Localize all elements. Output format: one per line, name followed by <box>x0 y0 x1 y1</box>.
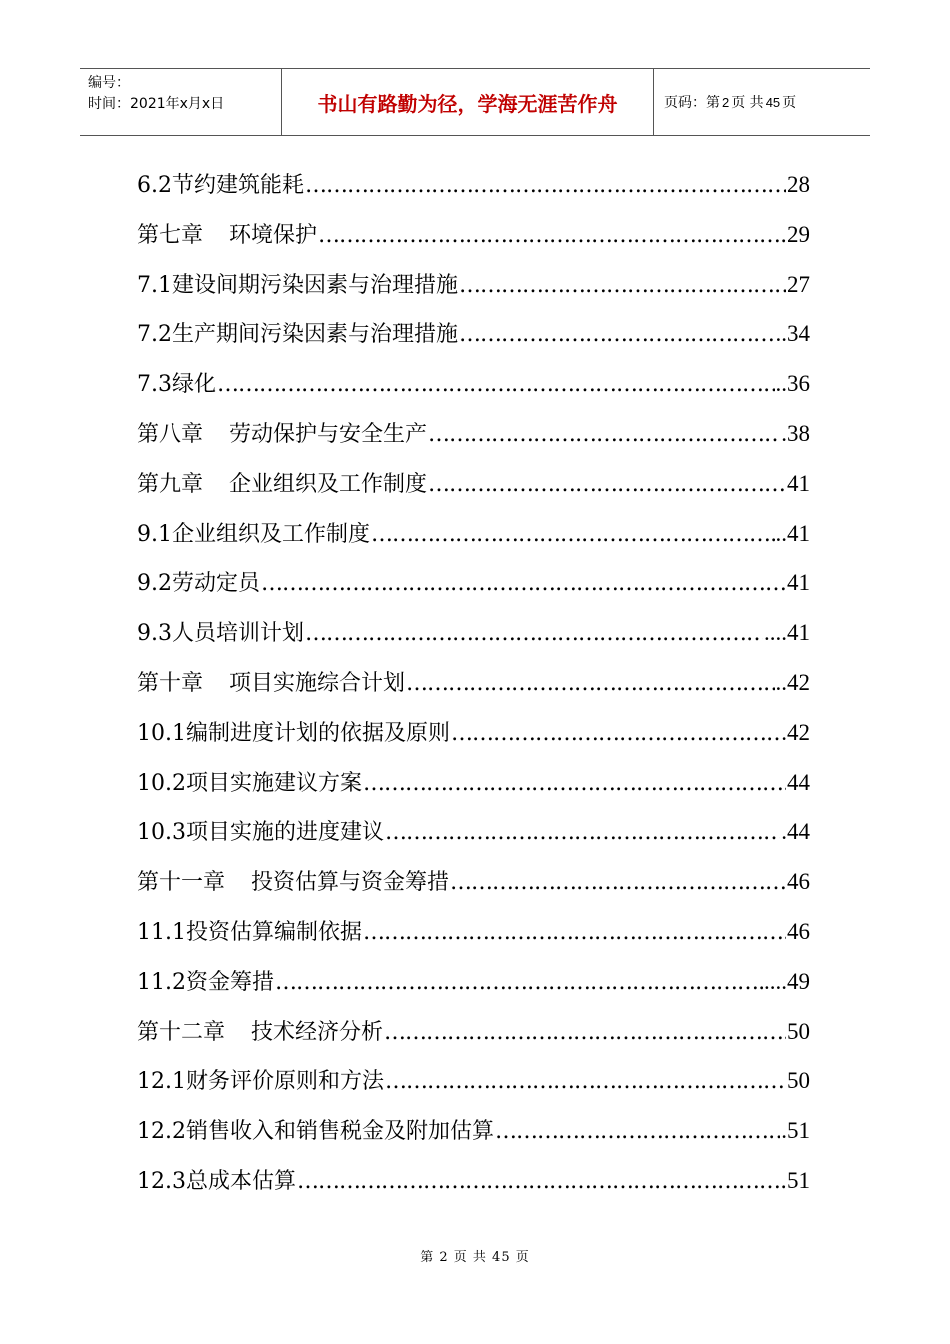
toc-entry-number: 第七章 <box>137 222 204 248</box>
toc-dot-leader <box>275 958 763 1008</box>
toc-entry-title <box>137 360 216 410</box>
toc-entry-title <box>137 908 362 958</box>
toc-dot-leader <box>459 310 774 360</box>
toc-entry-text: 生产期间污染因素与治理措施 <box>172 322 459 348</box>
toc-entry[interactable] <box>137 708 810 758</box>
toc-entry-page: 41 <box>787 470 810 496</box>
toc-entry-title <box>137 759 362 809</box>
toc-entry-text: 劳动保护与安全生产 <box>229 421 428 447</box>
toc-entry-text: 总成本估算 <box>185 1168 296 1194</box>
toc-entry-text: 环境保护 <box>229 222 318 248</box>
toc-entry[interactable] <box>137 907 810 957</box>
toc-entry-number: 第十二章 <box>137 1019 226 1045</box>
toc-entry[interactable] <box>137 558 810 608</box>
toc-entry-page: .44 <box>781 819 810 845</box>
toc-dot-leader <box>428 460 786 510</box>
toc-entry[interactable] <box>137 509 810 559</box>
toc-entry-title <box>137 1008 383 1058</box>
toc-entry-page: ..36 <box>775 371 810 397</box>
toc-entry-title <box>137 410 427 460</box>
toc-dot-leader <box>450 858 786 908</box>
toc-entry[interactable] <box>137 359 810 409</box>
toc-dot-leader <box>217 360 774 410</box>
toc-entry-text: 销售收入和销售税金及附加估算 <box>185 1119 494 1145</box>
toc-entry-title <box>137 460 427 510</box>
toc-entry-number: 7.3 <box>137 372 172 398</box>
header-meta <box>80 69 282 135</box>
toc-entry-title <box>137 709 450 759</box>
toc-entry-text: 节约建筑能耗 <box>172 173 305 198</box>
toc-dot-leader <box>385 808 780 858</box>
toc-entry[interactable] <box>137 608 810 658</box>
toc-entry-title <box>137 510 370 560</box>
toc-entry-number: 12.1 <box>137 1069 186 1095</box>
toc-dot-leader <box>495 1107 780 1157</box>
toc-entry-page: ..41 <box>775 520 810 546</box>
toc-entry-title <box>137 161 304 211</box>
toc-entry-text: 编制进度计划的依据及原则 <box>185 720 450 746</box>
toc-entry-number: 11.1 <box>137 919 186 945</box>
toc-entry-number: 10.2 <box>137 770 186 796</box>
toc-entry[interactable] <box>137 309 810 359</box>
toc-entry-number: 6.2 <box>137 173 172 198</box>
toc-entry-text: 项目实施的进度建议 <box>185 820 384 846</box>
toc-entry-title <box>137 659 405 709</box>
toc-entry-page: ....49 <box>764 968 810 994</box>
toc-dot-leader <box>406 659 774 709</box>
toc-entry-number: 第十章 <box>137 670 204 696</box>
toc-entry[interactable] <box>137 260 810 310</box>
page-end-label: 页 <box>782 95 797 111</box>
toc-entry-number: 第十一章 <box>137 870 226 896</box>
toc-entry-title <box>137 310 458 360</box>
toc-entry[interactable] <box>137 1007 810 1057</box>
toc-entry-text: 财务评价原则和方法 <box>185 1069 384 1095</box>
page-mid-label: 页 共 <box>731 95 764 111</box>
toc-entry-number: 12.3 <box>137 1168 186 1194</box>
toc-entry-text: 绿化 <box>172 372 217 398</box>
toc-entry-title <box>137 559 260 609</box>
toc-entry-text: 项目实施建议方案 <box>185 770 362 796</box>
toc-entry[interactable] <box>137 807 810 857</box>
header-page-info <box>654 69 870 135</box>
toc-entry[interactable] <box>137 210 810 260</box>
toc-entry[interactable] <box>137 758 810 808</box>
toc-entry-page: .38 <box>781 420 810 446</box>
toc-entry-text: 技术经济分析 <box>251 1019 384 1045</box>
toc-entry[interactable] <box>137 409 810 459</box>
toc-entry-number: 12.2 <box>137 1119 186 1145</box>
page-header <box>80 68 870 136</box>
toc-entry-page: 51 <box>787 1167 810 1193</box>
toc-entry[interactable] <box>137 658 810 708</box>
document-number-label: 编号： <box>88 75 130 91</box>
toc-entry-number: 9.3 <box>137 621 172 647</box>
toc-entry-page: 44 <box>787 769 810 795</box>
document-time-label: 时间：2021年x月x日 <box>88 96 225 112</box>
toc-entry-number: 10.3 <box>137 820 186 846</box>
toc-entry-text: 投资估算编制依据 <box>185 919 362 945</box>
toc-entry-page: ....41 <box>764 620 810 646</box>
toc-entry-text: 投资估算与资金筹措 <box>251 870 450 896</box>
toc-entry[interactable] <box>137 1106 810 1156</box>
toc-entry-text: 人员培训计划 <box>172 621 305 647</box>
toc-entry-page: 46 <box>787 918 810 944</box>
toc-entry-page: 27 <box>787 271 810 297</box>
toc-dot-leader <box>459 261 786 311</box>
toc-entry-page: 29 <box>787 221 810 247</box>
toc-entry-title <box>137 211 317 261</box>
toc-entry-page: .51 <box>781 1118 810 1144</box>
page-label: 页码：第 <box>664 95 720 111</box>
toc-dot-leader <box>385 1057 786 1107</box>
toc-entry[interactable] <box>137 957 810 1007</box>
toc-entry-text: 企业组织及工作制度 <box>229 471 428 497</box>
toc-entry-page: .42 <box>781 719 810 745</box>
toc-entry-title <box>137 609 304 659</box>
toc-dot-leader <box>318 211 786 261</box>
toc-dot-leader <box>384 1008 786 1058</box>
toc-entry-text: 项目实施综合计划 <box>229 670 406 696</box>
toc-entry-title <box>137 1057 384 1107</box>
toc-entry-text: 企业组织及工作制度 <box>172 521 371 547</box>
toc-entry-number: 9.1 <box>137 521 172 547</box>
toc-entry-number: 第九章 <box>137 471 204 497</box>
toc-entry-text: 劳动定员 <box>172 571 261 597</box>
toc-entry-page: 50 <box>787 1068 810 1094</box>
toc-dot-leader <box>363 908 786 958</box>
toc-entry[interactable] <box>137 1056 810 1106</box>
page-current: 2 <box>722 94 730 110</box>
toc-entry[interactable] <box>137 459 810 509</box>
toc-entry-number: 10.1 <box>137 720 186 746</box>
toc-entry-title <box>137 808 384 858</box>
toc-entry-number: 7.2 <box>137 322 172 348</box>
toc-entry-number: 11.2 <box>137 969 186 995</box>
toc-dot-leader <box>305 161 786 211</box>
toc-dot-leader <box>363 759 786 809</box>
toc-entry-text: 资金筹措 <box>185 969 274 995</box>
toc-entry-title <box>137 261 458 311</box>
header-motto: 书山有路勤为径，学海无涯苦作舟 <box>282 69 654 135</box>
toc-entry-page: ..34 <box>775 321 810 347</box>
toc-entry[interactable] <box>137 1156 810 1206</box>
toc-entry-page: 41 <box>787 570 810 596</box>
toc-entry-title <box>137 1157 296 1207</box>
toc-entry-number: 第八章 <box>137 421 204 447</box>
page-total: 45 <box>765 94 781 110</box>
toc-entry[interactable] <box>137 160 810 210</box>
toc-entry-number: 9.2 <box>137 571 172 597</box>
toc-entry-page: ..42 <box>775 669 810 695</box>
toc-entry-title <box>137 858 449 908</box>
toc-dot-leader <box>371 510 774 560</box>
toc-entry-title <box>137 958 274 1008</box>
toc-entry-page: 46 <box>787 869 810 895</box>
page-footer: 第 2 页 共 45 页 <box>420 1250 530 1265</box>
toc-entry-page: 28 <box>787 172 810 197</box>
toc-entry-number: 7.1 <box>137 272 172 298</box>
toc-entry-title <box>137 1107 494 1157</box>
toc-dot-leader <box>451 709 780 759</box>
toc-entry[interactable] <box>137 857 810 907</box>
table-of-contents <box>137 160 810 1206</box>
toc-dot-leader <box>428 410 780 460</box>
toc-dot-leader <box>297 1157 786 1207</box>
toc-entry-text: 建设间期污染因素与治理措施 <box>172 272 459 298</box>
toc-dot-leader <box>261 559 786 609</box>
toc-dot-leader <box>305 609 763 659</box>
toc-entry-page: 50 <box>787 1018 810 1044</box>
